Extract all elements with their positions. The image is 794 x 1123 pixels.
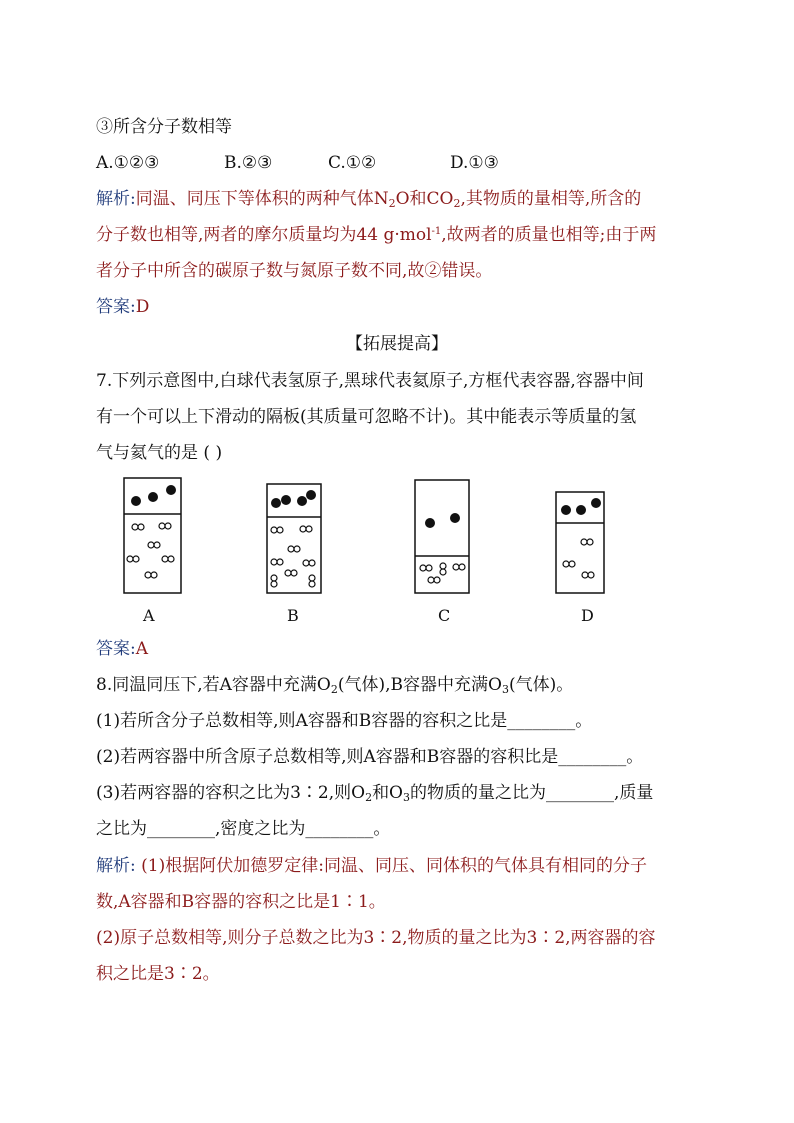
q6-explanation-line-3: 者分子中所含的碳原子数与氮原子数不同,故②错误。 [96, 261, 493, 281]
q6-options [96, 152, 499, 174]
figure-label-b: B [287, 606, 299, 625]
answer-label: 答案: [96, 639, 136, 659]
container-a [124, 478, 181, 593]
figure-label-d: D [581, 606, 594, 625]
q6-explanation-line-1: 解析:同温、同压下等体积的两种气体$N_2O$和$CO_2$,其物质的量相等,所含的 [96, 189, 642, 210]
container-b [267, 484, 321, 593]
q8-part-3-line-1: (3)若两容器的容积之比为3∶2,则$O_2$和$O_3$的物质的量之比为________,质量 [96, 783, 654, 804]
q8-stem: 8.同温同压下,若A容器中充满$O_2$(气体),B容器中充满$O_3$(气体)。 [96, 675, 574, 696]
q7-stem-line-1: 7.下列示意图中,白球代表氢原子,黑球代表氦原子,方框代表容器,容器中间 [96, 371, 644, 391]
q8-explanation-line-4: 积之比是3∶2。 [96, 964, 220, 984]
container-d [556, 492, 604, 593]
figure-label-a: A [143, 606, 155, 625]
q8-explanation-line-1: 解析: (1)根据阿伏加德罗定律:同温、同压、同体积的气体具有相同的分子 [96, 856, 647, 876]
option-b: B.②③ [224, 153, 273, 173]
q6-answer [96, 296, 149, 318]
answer-label: 答案: [96, 297, 136, 317]
q7-stem-line-3: 气与氦气的是 ( ) [96, 443, 223, 463]
q8-explanation-line-3: (2)原子总数相等,则分子总数之比为3∶2,物质的量之比为3∶2,两容器的容 [96, 928, 656, 948]
q7-stem-line-2: 有一个可以上下滑动的隔板(其质量可忽略不计)。其中能表示等质量的氢 [96, 407, 637, 427]
q6-item-3: ③所含分子数相等 [96, 117, 232, 137]
container-c [415, 480, 469, 593]
q8-explanation-line-2: 数,A容器和B容器的容积之比是1∶1。 [96, 892, 386, 912]
option-d: D.①③ [450, 153, 499, 173]
q8-part-1: (1)若所含分子总数相等,则A容器和B容器的容积之比是________。 [96, 711, 593, 731]
q8-part-3-line-2: 之比为________,密度之比为________。 [96, 819, 391, 839]
explanation-label: 解析: [96, 856, 136, 876]
option-c: C.①② [328, 153, 377, 173]
answer-value: A [135, 639, 149, 659]
option-a: A.①②③ [96, 153, 160, 173]
figure-label-c: C [438, 606, 451, 625]
answer-value: D [135, 297, 150, 317]
q7-answer [96, 638, 148, 660]
q6-explanation-line-2: 分子数也相等,两者的摩尔质量均为44 g·mol$^{-1}$,故两者的质量也相等;由于两 [96, 225, 657, 245]
container-diagrams [0, 470, 794, 600]
section-title: 【拓展提高】 [346, 334, 448, 354]
q8-part-2: (2)若两容器中所含原子总数相等,则A容器和B容器的容积比是________。 [96, 747, 644, 767]
explanation-label: 解析: [96, 189, 136, 209]
